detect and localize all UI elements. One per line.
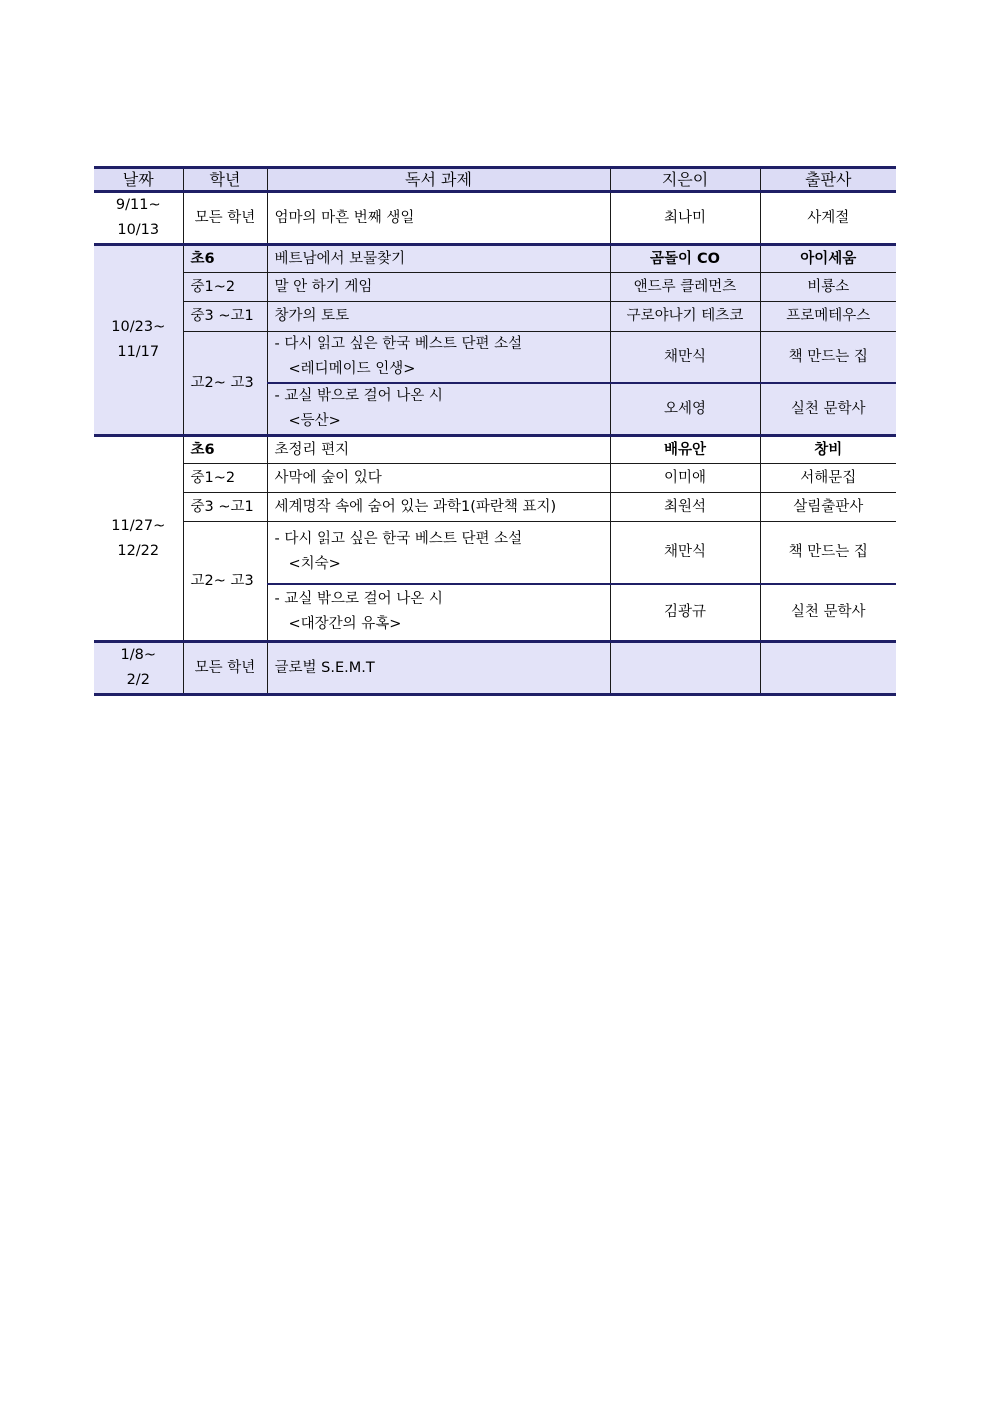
author-cell: 곰돌이 CO (610, 245, 760, 273)
date-cell (94, 245, 183, 436)
task-title: - 교실 밖으로 걸어 나온 시 (274, 388, 443, 404)
publisher-cell: 서해문집 (760, 464, 896, 493)
task-title: - 교실 밖으로 걸어 나온 시 (274, 591, 443, 608)
publisher-cell: 아이세움 (760, 245, 896, 273)
date-start: 9/11~ (115, 197, 161, 213)
table-row (94, 302, 896, 332)
task-title: - 다시 읽고 싶은 한국 베스트 단편 소설 (274, 531, 523, 548)
task-cell: 창가의 토토 (267, 302, 610, 332)
grade-cell: 중3 ~고1 (183, 302, 267, 332)
task-cell: 글로벌 S.E.M.T (267, 642, 610, 695)
table-row (94, 642, 896, 695)
task-cell (267, 332, 610, 384)
author-cell: 구로야나기 테츠코 (610, 302, 760, 332)
grade-cell: 고2~ 고3 (183, 522, 267, 642)
date-end: 11/17 (117, 344, 160, 360)
table-row (94, 245, 896, 273)
date-cell (94, 436, 183, 642)
grade-cell: 초6 (183, 245, 267, 273)
task-subtitle: <등산> (288, 413, 341, 429)
author-cell: 채만식 (610, 522, 760, 584)
table-row (94, 192, 896, 245)
grade-cell: 모든 학년 (183, 192, 267, 245)
author-cell: 김광규 (610, 584, 760, 642)
task-subtitle: <치숙> (288, 556, 341, 573)
task-cell (267, 584, 610, 642)
author-cell: 이미애 (610, 464, 760, 493)
author-cell: 앤드루 클레먼츠 (610, 273, 760, 302)
task-cell (267, 383, 610, 436)
grade-cell: 고2~ 고3 (183, 332, 267, 436)
grade-cell: 모든 학년 (183, 642, 267, 695)
task-cell (267, 522, 610, 584)
author-cell: 최원석 (610, 493, 760, 522)
publisher-cell: 창비 (760, 436, 896, 464)
date-cell (94, 642, 183, 695)
publisher-cell (760, 642, 896, 695)
table-row (94, 273, 896, 302)
publisher-cell: 비룡소 (760, 273, 896, 302)
header-date: 날짜 (94, 168, 183, 192)
task-cell: 사막에 숲이 있다 (267, 464, 610, 493)
publisher-cell: 실천 문학사 (760, 584, 896, 642)
table-row (94, 522, 896, 584)
date-start: 10/23~ (111, 319, 166, 335)
table-row (94, 436, 896, 464)
author-cell: 배유안 (610, 436, 760, 464)
task-cell: 말 안 하기 게임 (267, 273, 610, 302)
header-publisher: 출판사 (760, 168, 896, 192)
date-end: 2/2 (126, 672, 150, 688)
author-cell (610, 642, 760, 695)
task-subtitle: <레디메이드 인생> (288, 361, 416, 377)
author-cell: 최나미 (610, 192, 760, 245)
header-grade: 학년 (183, 168, 267, 192)
publisher-cell: 프로메테우스 (760, 302, 896, 332)
grade-cell: 중1~2 (183, 273, 267, 302)
task-title: - 다시 읽고 싶은 한국 베스트 단편 소설 (274, 336, 523, 352)
date-end: 10/13 (117, 222, 160, 238)
grade-cell: 초6 (183, 436, 267, 464)
task-cell: 초정리 편지 (267, 436, 610, 464)
table-row (94, 493, 896, 522)
header-author: 지은이 (610, 168, 760, 192)
publisher-cell: 실천 문학사 (760, 383, 896, 436)
author-cell: 채만식 (610, 332, 760, 384)
grade-cell: 중1~2 (183, 464, 267, 493)
date-start: 11/27~ (111, 517, 166, 534)
task-cell: 엄마의 마흔 번째 생일 (267, 192, 610, 245)
task-cell: 세계명작 속에 숨어 있는 과학1(파란책 표지) (267, 493, 610, 522)
publisher-cell: 사계절 (760, 192, 896, 245)
publisher-cell: 책 만드는 집 (760, 332, 896, 384)
grade-cell: 중3 ~고1 (183, 493, 267, 522)
date-cell (94, 192, 183, 245)
table-row (94, 332, 896, 384)
date-end: 12/22 (117, 542, 160, 559)
task-cell: 베트남에서 보물찾기 (267, 245, 610, 273)
header-task: 독서 과제 (267, 168, 610, 192)
author-cell: 오세영 (610, 383, 760, 436)
table-row (94, 464, 896, 493)
header-row (94, 168, 896, 192)
task-subtitle: <대장간의 유혹> (288, 616, 402, 633)
date-start: 1/8~ (120, 647, 156, 663)
publisher-cell: 책 만드는 집 (760, 522, 896, 584)
publisher-cell: 살림출판사 (760, 493, 896, 522)
reading-schedule-table (94, 166, 896, 696)
